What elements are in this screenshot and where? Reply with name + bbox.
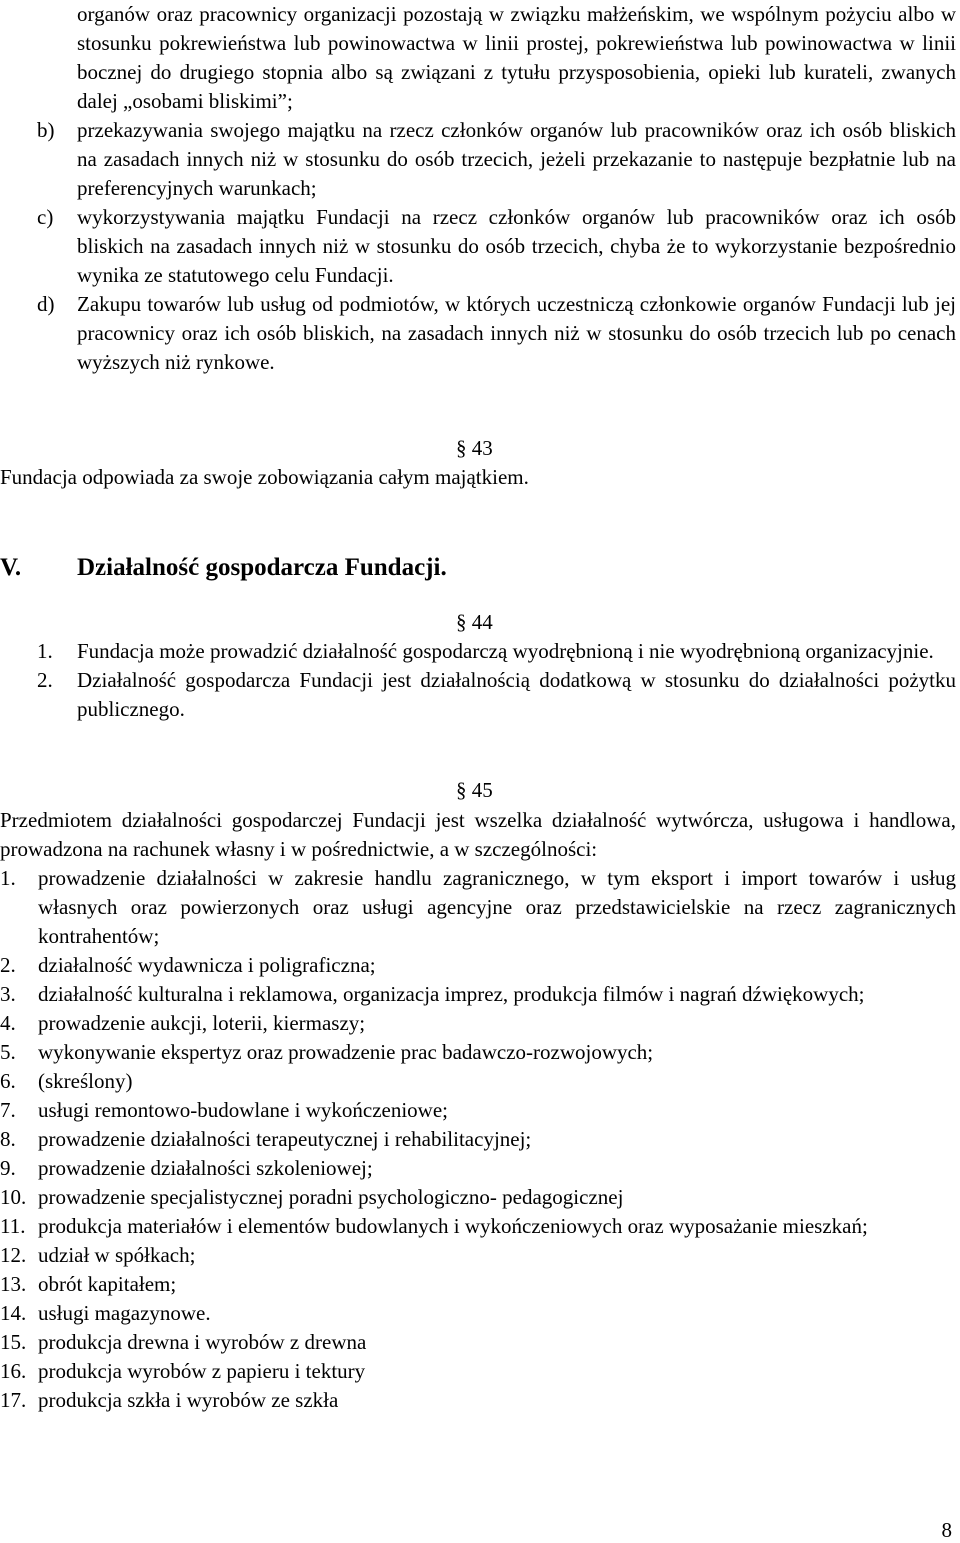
list-item [0,1096,956,1125]
list-item-text: prowadzenie działalności w zakresie handlu zagranicznego, w tym eksport i import towarów i usług własnych oraz powierzonych oraz usługi agencyjne oraz przedstawicielskie na rzecz zagranicznych kontrahentów; [38,866,956,948]
section-45-mark: § 45 [456,778,493,802]
list-item [0,1328,956,1357]
section-45-intro: Przedmiotem działalności gospodarczej Fundacji jest wszelka działalność wytwórcza, usługowa i handlowa, prowadzona na rachunek własny i w pośrednictwie, a w szczególności: [0,808,956,861]
section-45-body [0,806,956,1415]
list-item [0,1125,956,1154]
list-marker: 8. [0,1127,16,1151]
list-item [0,1357,956,1386]
list-item [0,1241,956,1270]
list-item [0,1038,956,1067]
list-item-text: usługi remontowo-budowlane i wykończeniowe; [38,1098,448,1122]
list-item-text: przekazywania swojego majątku na rzecz członków organów lub pracowników oraz ich osób bliskich na zasadach innych niż w stosunku do osób trzecich, jeżeli przekazanie to następuje bezpłatnie lub na preferencyjnych warunkach; [77,118,956,200]
list-item-text: produkcja wyrobów z papieru i tektury [38,1359,366,1383]
list-marker: 4. [0,1011,16,1035]
list-item-text: prowadzenie aukcji, loterii, kiermaszy; [38,1011,366,1035]
list-item-text: Działalność gospodarcza Fundacji jest działalnością dodatkową w stosunku do działalności pożytku publicznego. [77,668,956,721]
page-number: 8 [941,1518,952,1542]
list-marker: 14. [0,1301,27,1325]
list-marker: 9. [0,1156,16,1180]
list-marker: 16. [0,1359,27,1383]
continuation-paragraph: organów oraz pracownicy organizacji pozostają w związku małżeńskim, we wspólnym pożyciu albo w stosunku pokrewieństwa lub powinowactwa w linii prostej, pokrewieństwa lub powinowactwa w linii bocznej do drugiego stopnia albo są związani z tytułu przysposobienia, opieki lub kurateli, zwanych dalej „osobami bliskimi”; [77,2,956,113]
list-marker: b) [37,118,55,142]
list-item [0,1067,956,1096]
list-item-text: produkcja drewna i wyrobów z drewna [38,1330,367,1354]
list-item [0,1270,956,1299]
section-43-text: Fundacja odpowiada za swoje zobowiązania całym majątkiem. [0,465,529,489]
list-marker: 5. [0,1040,16,1064]
list-marker: 2. [0,953,16,977]
list-item [0,666,956,724]
list-item-text: wykonywanie ekspertyz oraz prowadzenie prac badawczo-rozwojowych; [38,1040,654,1064]
list-item-text: obrót kapitałem; [38,1272,177,1296]
list-item-text: Zakupu towarów lub usług od podmiotów, w których uczestniczą członkowie organów Fundacji lub jej pracownicy oraz ich osób bliskich, na zasadach innych niż w stosunku do osób trzecich lub po cenach wyższych niż rynkowe. [77,292,956,374]
list-item-text: działalność wydawnicza i poligraficzna; [38,953,376,977]
chapter-number: V. [0,554,22,581]
list-item [0,1212,956,1241]
list-marker: 6. [0,1069,16,1093]
list-item [0,980,956,1009]
chapter-title: Działalność gospodarcza Fundacji. [77,554,447,581]
list-item-text: prowadzenie działalności szkoleniowej; [38,1156,373,1180]
list-item [0,1154,956,1183]
list-marker: 13. [0,1272,27,1296]
list-item-text: prowadzenie specjalistycznej poradni psychologiczno- pedagogicznej [38,1185,624,1209]
list-item-text: udział w spółkach; [38,1243,196,1267]
list-marker: 2. [37,668,53,692]
list-item [0,864,956,951]
list-item [0,637,956,666]
list-marker: d) [37,292,55,316]
list-marker: 1. [37,639,53,663]
restrictions-block [0,0,956,377]
list-item [0,951,956,980]
list-marker: 10. [0,1185,27,1209]
section-44-list [0,637,956,724]
list-item-text: produkcja materiałów i elementów budowlanych i wykończeniowych oraz wyposażanie mieszkań; [38,1214,868,1238]
list-item-text: produkcja szkła i wyrobów ze szkła [38,1388,339,1412]
list-item-text: prowadzenie działalności terapeutycznej i rehabilitacyjnej; [38,1127,532,1151]
list-item [0,290,956,377]
section-44-mark: § 44 [456,610,493,634]
chapter-heading [0,553,447,583]
list-item [0,203,956,290]
list-item-text: Fundacja może prowadzić działalność gospodarczą wyodrębnioną i nie wyodrębnioną organizacyjnie. [77,639,934,663]
list-item [0,1183,956,1212]
list-item-text: wykorzystywania majątku Fundacji na rzecz członków organów lub pracowników oraz ich osób bliskich na zasadach innych niż w stosunku do osób trzecich, chyba że to wykorzystanie bezpośrednio wynika ze statutowego celu Fundacji. [77,205,956,287]
list-marker: 1. [0,866,16,890]
list-marker: c) [37,205,54,229]
section-43-mark: § 43 [456,436,493,460]
list-item [0,116,956,203]
list-item-text: usługi magazynowe. [38,1301,211,1325]
list-marker: 12. [0,1243,27,1267]
list-marker: 7. [0,1098,16,1122]
list-item [0,1009,956,1038]
list-marker: 17. [0,1388,27,1412]
list-item-text: (skreślony) [38,1069,133,1093]
list-marker: 15. [0,1330,27,1354]
list-item [0,1299,956,1328]
list-item [0,1386,956,1415]
list-marker: 11. [0,1214,26,1238]
list-marker: 3. [0,982,16,1006]
list-item-text: działalność kulturalna i reklamowa, organizacja imprez, produkcja filmów i nagrań dźwiękowych; [38,982,865,1006]
